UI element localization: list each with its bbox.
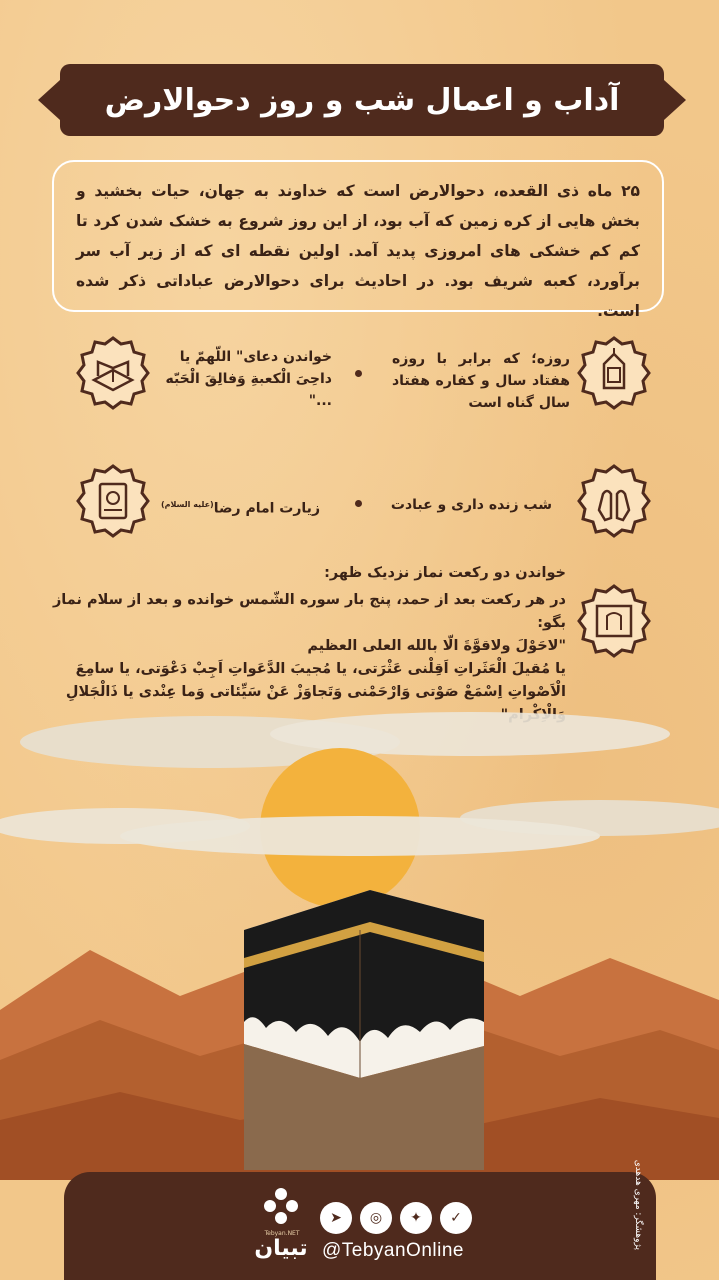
quran-icon xyxy=(76,336,150,410)
bullet xyxy=(355,500,362,507)
instagram-icon[interactable]: ◎ xyxy=(360,1202,392,1234)
social-links xyxy=(320,1202,472,1234)
item-vigil: شب زنده داری و عبادت xyxy=(390,497,552,513)
telegram-icon[interactable]: ➤ xyxy=(320,1202,352,1234)
kaaba-scene xyxy=(0,700,719,1180)
bullet xyxy=(355,370,362,377)
prayer-mat-icon xyxy=(577,584,651,658)
prayer-phrase-1: "لاحَوْلَ ولاقوَّةَ الّا بالله العلی العظیم xyxy=(307,638,566,654)
prayer-instructions: در هر رکعت بعد از حمد، پنج بار سوره الشّمس خوانده و بعد از سلام نماز بگو: xyxy=(52,592,566,631)
intro-text: ۲۵ ماه ذی القعده، دحوالارض است که خداوند به جهان، حیات بخشید و بخش هایی از کره زمین که آب بود، از این روز شروع به خشک شدن کرد تا کم کم خشکی های امروزی پدید آمد. اولین نقطه ای که از زیر آب سر برآورد، کعبه شریف بود. در احادیث برای دحوالارض عباداتی ذکر شده است. xyxy=(52,160,664,312)
credit: پژوهشگر: مهری هدهدی xyxy=(633,1159,643,1250)
item-dua: خواندن دعای" اللّهمّ یا داحِیَ الْکعبةِ وَفالِقَ الْحَبّه ..." xyxy=(165,349,332,409)
holy-book-icon xyxy=(76,464,150,538)
social-handle[interactable]: @TebyanOnline xyxy=(322,1240,464,1261)
praying-hands-icon xyxy=(577,464,651,538)
logo-sub: Tebyan.NET xyxy=(264,1230,300,1237)
item-ziyarat xyxy=(160,494,320,520)
ziyarat-label: زیارت امام رضا xyxy=(213,500,320,517)
kaaba xyxy=(244,890,484,1170)
ziyarat-note: (علیه السلام) xyxy=(160,500,214,509)
logo-word: تبیان xyxy=(254,1236,308,1261)
page-title: آداب و اعمال شب و روز دحوالارض xyxy=(104,82,620,118)
prayer-heading: خواندن دو رکعت نماز نزدیک ظهر: xyxy=(324,565,566,581)
check-icon[interactable]: ✓ xyxy=(440,1202,472,1234)
item-fasting: روزه؛ که برابر با روزه هفتاد سال و کفاره هفتاد سال گناه است xyxy=(392,351,570,411)
prayer-phrase-2: یا مُقیلَ الْعَثَراتِ اَقِلْنی عَثْرَتی، یا مُجیبَ الدَّعَواتِ اَجِبْ دَعْوَتی، یا سامِعَ الْاَصْواتِ اِسْمَعْ صَوْتی وَارْحَمْنی وَتَجاوَزْ عَنْ سَیِّئاتی وَما عِنْدی یا ذَالْجَلالِ xyxy=(65,661,566,700)
title-banner xyxy=(60,64,664,136)
twitter-icon[interactable]: ✦ xyxy=(400,1202,432,1234)
lantern-icon xyxy=(577,336,651,410)
